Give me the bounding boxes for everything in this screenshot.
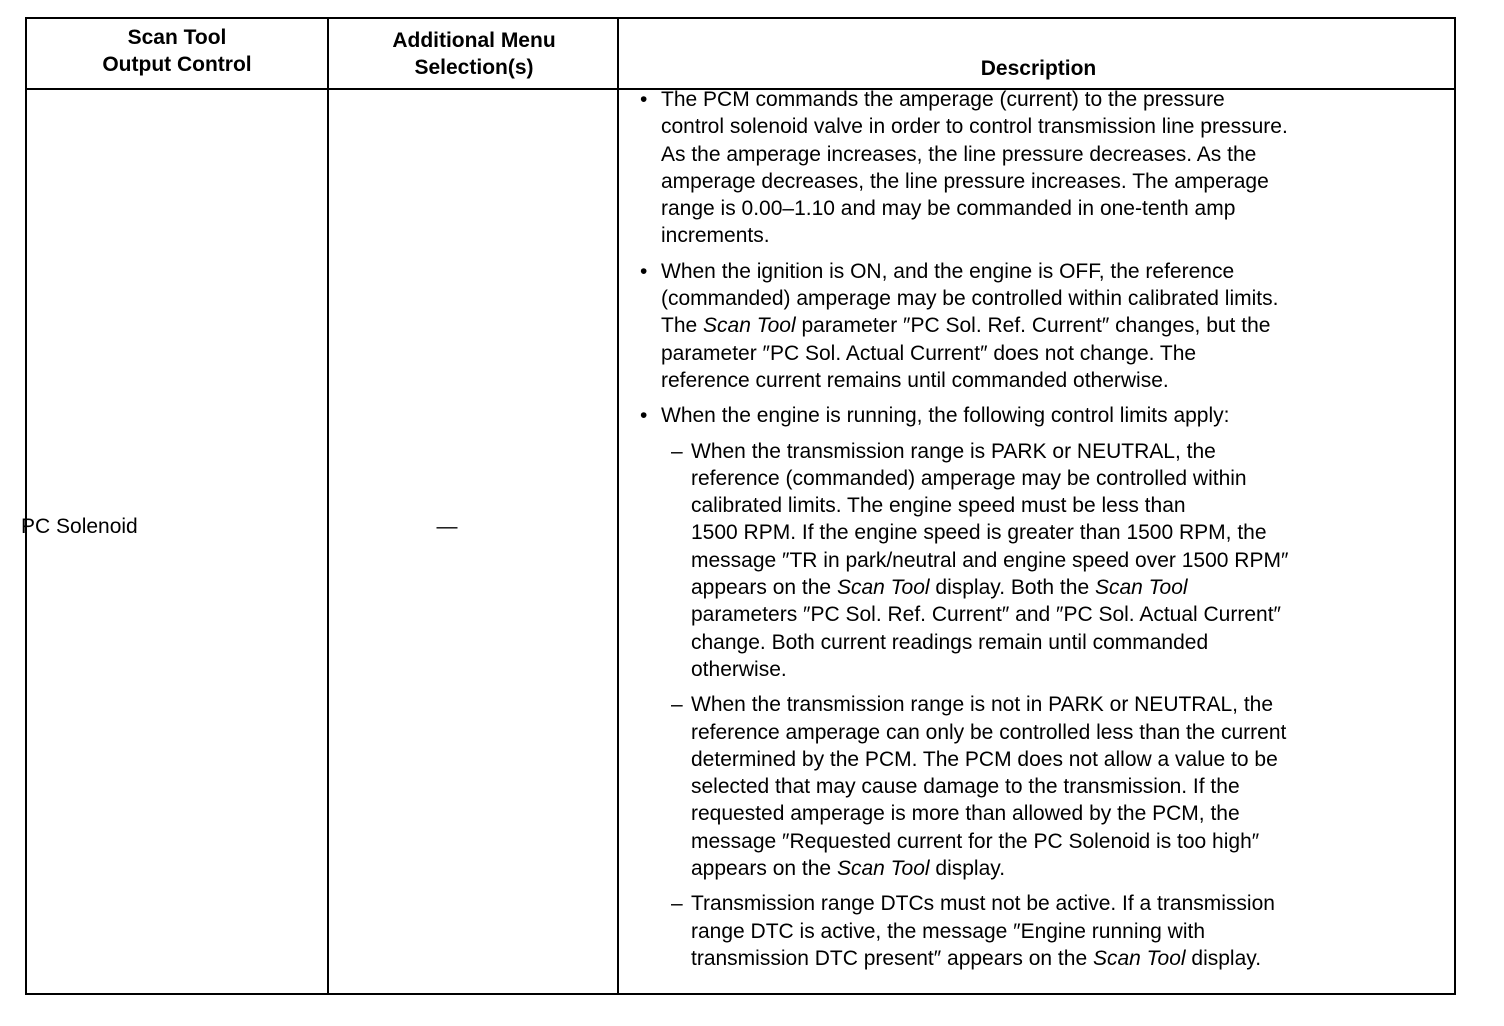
italic-term: Scan Tool [1092,946,1186,970]
dash-icon: – [671,439,683,463]
text-segment: display. [929,857,1006,881]
header-additional-menu-selections [329,27,619,81]
header-text: Selection(s) [414,56,534,79]
text-line [691,945,1426,972]
text-line: change. Both current readings remain until commanded [691,630,1209,654]
column-divider [617,19,619,993]
dash-item [661,691,1426,882]
text-segment: appears on the [691,857,837,881]
bullet-item [636,86,1426,250]
cell-description [636,86,1426,980]
text-line: increments. [661,224,770,248]
cell-output-control: PC Solenoid [21,515,138,538]
dash-list [661,438,1426,973]
dash-icon: – [671,892,683,916]
text-line: reference amperage can only be controlled less than the current [691,720,1287,744]
bullet-text [661,258,1426,394]
text-line: As the amperage increases, the line pressure decreases. As the [661,142,1257,166]
header-text: Additional Menu [392,29,556,52]
header-scan-tool-output-control [27,24,327,78]
bullet-item [636,402,1426,972]
text-line: range DTC is active, the message ″Engine running with [691,919,1206,943]
text-line: message ″TR in park/neutral and engine speed over 1500 RPM″ [691,548,1289,572]
text-line: message ″Requested current for the PC Solenoid is too high″ [691,829,1260,853]
text-line: The PCM commands the amperage (current) to the pressure [661,88,1225,111]
dash-icon: – [671,693,683,717]
text-line: calibrated limits. The engine speed must be less than [691,494,1186,518]
column-divider [327,19,329,993]
text-line [661,312,1426,339]
text-line: amperage decreases, the line pressure increases. The amperage [661,169,1269,193]
bullet-item [636,258,1426,394]
text-segment: The [661,314,704,338]
italic-term: Scan Tool [836,857,930,881]
cell-menu-selection: — [436,515,458,538]
text-line: When the transmission range is not in PARK or NEUTRAL, the [691,693,1274,717]
text-line: parameter ″PC Sol. Actual Current″ does not change. The [661,341,1197,365]
text-line: parameters ″PC Sol. Ref. Current″ and ″PC Sol. Actual Current″ [691,603,1281,627]
text-line: When the engine is running, the following control limits apply: [661,404,1230,428]
text-line: control solenoid valve in order to control transmission line pressure. [661,115,1288,139]
text-line: reference current remains until commanded otherwise. [661,368,1169,392]
text-line: requested amperage is more than allowed by the PCM, the [691,802,1240,826]
text-segment: display. Both the [929,576,1095,600]
text-line: (commanded) amperage may be controlled within calibrated limits. [661,287,1279,311]
bullet-text [661,86,1426,250]
text-line: determined by the PCM. The PCM does not allow a value to be [691,747,1278,771]
text-line: When the ignition is ON, and the engine is OFF, the reference [661,259,1235,283]
text-line: When the transmission range is PARK or NEUTRAL, the [691,439,1216,463]
bullet-icon: • [640,88,648,111]
dash-item [661,438,1426,684]
bullet-icon: • [640,404,648,428]
bullet-text [661,402,1426,429]
text-line: otherwise. [691,657,787,681]
bullet-list [636,86,1426,972]
text-line: range is 0.00–1.10 and may be commanded in one-tenth amp [661,197,1236,221]
italic-term: Scan Tool [836,576,930,600]
italic-term: Scan Tool [1094,576,1188,600]
bullet-icon: • [640,259,648,283]
text-line: reference (commanded) amperage may be controlled within [691,466,1247,490]
text-line [691,855,1426,882]
header-text: Output Control [102,53,252,76]
text-line: 1500 RPM. If the engine speed is greater than 1500 RPM, the [691,521,1267,545]
text-segment: transmission DTC present″ appears on the [691,946,1093,970]
text-segment: appears on the [691,576,837,600]
dash-item [661,890,1426,972]
text-segment: parameter ″PC Sol. Ref. Current″ changes, but the [795,314,1271,338]
header-description [619,55,1458,82]
text-segment: display. [1185,946,1262,970]
italic-term: Scan Tool [703,314,796,338]
header-text: Scan Tool [127,26,227,49]
text-line: selected that may cause damage to the transmission. If the [691,775,1240,799]
text-line: Transmission range DTCs must not be active. If a transmission [691,892,1275,916]
text-line [691,574,1426,601]
header-text: Description [980,57,1097,80]
